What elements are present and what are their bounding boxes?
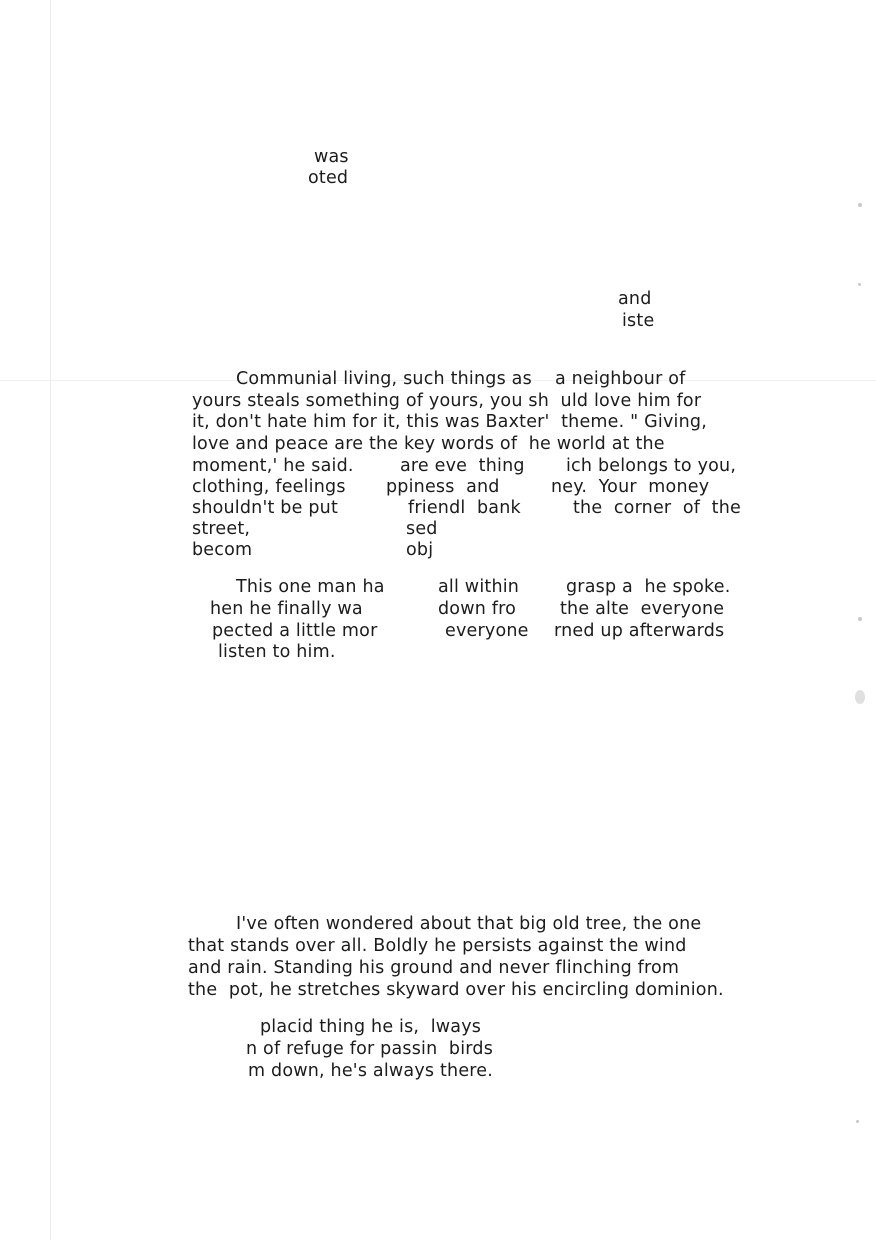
paragraph-line: the pot, he stretches skyward over his encircling dominion. (188, 980, 724, 1000)
paragraph-line: are eve thing (400, 456, 525, 476)
paragraph-line: yours steals something of yours, you sh uld love him for (192, 391, 702, 411)
paragraph-line: n of refuge for passin birds (246, 1039, 494, 1059)
paragraph-line: sed (406, 519, 438, 539)
paragraph-line: the corner of the (573, 498, 741, 518)
paragraph-line: ppiness and (386, 477, 500, 497)
scan-speck (858, 283, 861, 286)
paragraph-line: m down, he's always there. (248, 1061, 494, 1081)
paragraph-line: hen he finally wa (210, 599, 363, 619)
paragraph-line: I've often wondered about that big old tree, the one (236, 914, 702, 934)
page-fold-vertical (50, 0, 51, 1240)
paragraph-line: placid thing he is, lways (260, 1017, 482, 1037)
paragraph-line: clothing, feelings (192, 477, 346, 497)
paragraph-line: Communial living, such things as a neighbour of (236, 369, 686, 389)
fragment-text: iste (622, 311, 655, 331)
paragraph-line: all within (438, 577, 520, 597)
paragraph-line: listen to him. (218, 642, 336, 662)
scan-speck (858, 617, 862, 621)
paragraph-line: it, don't hate him for it, this was Baxter' theme. " Giving, (192, 412, 707, 432)
paragraph-line: the alte everyone (560, 599, 725, 619)
paragraph-line: friendl bank (408, 498, 521, 518)
paragraph-line: grasp a he spoke. (566, 577, 731, 597)
paragraph-line: everyone (445, 621, 529, 641)
paragraph-line: obj (406, 540, 434, 560)
paragraph-line: rned up afterwards (554, 621, 725, 641)
paragraph-line: This one man ha (236, 577, 385, 597)
paragraph-line: becom (192, 540, 253, 560)
paragraph-line: ney. Your money (551, 477, 710, 497)
paragraph-line: shouldn't be put (192, 498, 339, 518)
paragraph-line: and rain. Standing his ground and never flinching from (188, 958, 680, 978)
fragment-text: oted (308, 168, 349, 188)
paragraph-line: pected a little mor (212, 621, 378, 641)
scan-speck (858, 203, 862, 207)
scan-speck (855, 690, 865, 704)
paragraph-line: street, (192, 519, 251, 539)
fragment-text: and (618, 289, 652, 309)
paragraph-line: moment,' he said. (192, 456, 354, 476)
paragraph-line: that stands over all. Boldly he persists against the wind (188, 936, 687, 956)
paragraph-line: ich belongs to you, (566, 456, 737, 476)
paragraph-line: love and peace are the key words of he world at the (192, 434, 665, 454)
paragraph-line: down fro (438, 599, 517, 619)
scan-speck (856, 1120, 859, 1123)
fragment-text: was (314, 147, 349, 167)
